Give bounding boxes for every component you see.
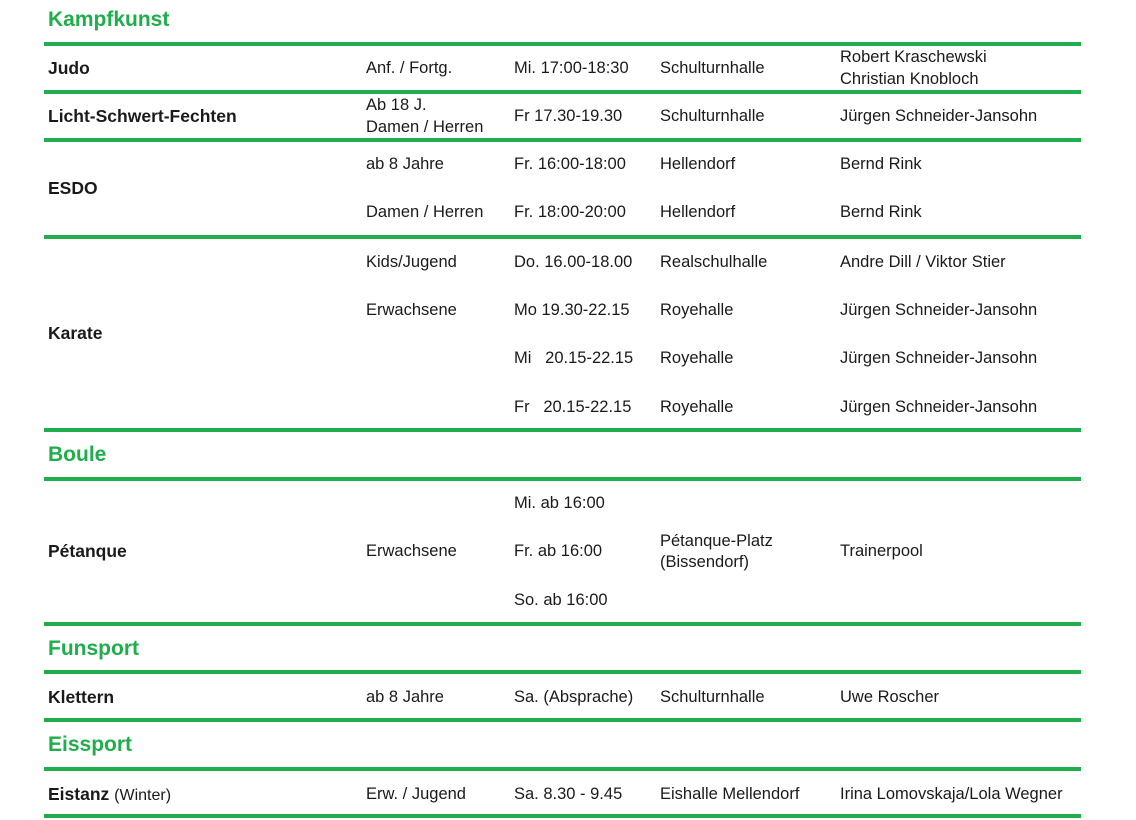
trainer-cell: Bernd Rink (840, 155, 922, 173)
sport-name-judo: Judo (48, 58, 90, 78)
section-heading-eissport: Eissport (48, 733, 133, 756)
time-cell: Fr. 16:00-18:00 (514, 155, 626, 173)
location-cell: Royehalle (660, 398, 734, 416)
location-cell: Hellendorf (660, 155, 736, 173)
section-divider (44, 42, 1081, 46)
location-cell: Royehalle (660, 301, 734, 319)
time-cell: So. ab 16:00 (514, 591, 608, 609)
group-cell: Damen / Herren (366, 118, 484, 136)
section-divider (44, 767, 1081, 771)
time-cell: Fr 17.30-19.30 (514, 107, 623, 125)
location-cell: (Bissendorf) (660, 553, 749, 571)
time-cell: Mo 19.30-22.15 (514, 301, 630, 319)
group-cell: Ab 18 J. (366, 96, 427, 114)
sport-name-klettern: Klettern (48, 687, 115, 707)
section-divider (44, 428, 1081, 432)
row-divider (44, 235, 1081, 239)
sport-name-petanque: Pétanque (48, 541, 127, 561)
location-cell: Hellendorf (660, 203, 736, 221)
group-cell: Damen / Herren (366, 203, 484, 221)
location-cell: Eishalle Mellendorf (660, 785, 800, 803)
sport-name-eistanz (48, 784, 171, 806)
sport-name-karate: Karate (48, 323, 103, 343)
season-note: (Winter) (114, 787, 172, 804)
trainer-cell: Bernd Rink (840, 203, 922, 221)
trainer-cell: Jürgen Schneider-Jansohn (840, 398, 1038, 416)
trainer-cell: Trainerpool (840, 542, 923, 560)
time-cell: Do. 16.00-18.00 (514, 253, 633, 271)
trainer-cell: Jürgen Schneider-Jansohn (840, 349, 1038, 367)
group-cell: Erw. / Jugend (366, 785, 466, 803)
section-heading-kampfkunst: Kampfkunst (48, 8, 170, 31)
time-cell: Mi. ab 16:00 (514, 494, 605, 512)
location-cell: Schulturnhalle (660, 107, 765, 125)
section-heading-funsport: Funsport (48, 637, 139, 660)
location-cell: Schulturnhalle (660, 59, 765, 77)
location-cell: Realschulhalle (660, 253, 768, 271)
group-cell: Anf. / Fortg. (366, 59, 453, 77)
time-cell: Mi 20.15-22.15 (514, 349, 634, 367)
section-divider (44, 814, 1081, 818)
trainer-cell: Irina Lomovskaja/Lola Wegner (840, 785, 1063, 803)
time-cell: Fr 20.15-22.15 (514, 398, 632, 416)
group-cell: Erwachsene (366, 301, 457, 319)
section-divider (44, 622, 1081, 626)
group-cell: Kids/Jugend (366, 253, 457, 271)
sport-name-label: Eistanz (48, 784, 110, 804)
time-cell: Fr. ab 16:00 (514, 542, 603, 560)
location-cell: Pétanque-Platz (660, 532, 773, 550)
trainer-cell: Jürgen Schneider-Jansohn (840, 301, 1038, 319)
sport-name-esdo: ESDO (48, 178, 98, 198)
row-divider (44, 90, 1081, 94)
location-cell: Royehalle (660, 349, 734, 367)
time-cell: Sa. 8.30 - 9.45 (514, 785, 623, 803)
section-divider (44, 477, 1081, 481)
group-cell: ab 8 Jahre (366, 688, 444, 706)
trainer-cell: Christian Knobloch (840, 70, 979, 88)
trainer-cell: Uwe Roscher (840, 688, 940, 706)
time-cell: Mi. 17:00-18:30 (514, 59, 629, 77)
trainer-cell: Robert Kraschewski (840, 48, 987, 66)
section-divider (44, 670, 1081, 674)
trainer-cell: Andre Dill / Viktor Stier (840, 253, 1006, 271)
row-divider (44, 138, 1081, 142)
section-divider (44, 718, 1081, 722)
group-cell: Erwachsene (366, 542, 457, 560)
group-cell: ab 8 Jahre (366, 155, 444, 173)
sport-name-licht-schwert-fechten: Licht-Schwert-Fechten (48, 106, 237, 126)
time-cell: Sa. (Absprache) (514, 688, 634, 706)
section-heading-boule: Boule (48, 443, 107, 466)
time-cell: Fr. 18:00-20:00 (514, 203, 626, 221)
trainer-cell: Jürgen Schneider-Jansohn (840, 107, 1038, 125)
location-cell: Schulturnhalle (660, 688, 765, 706)
